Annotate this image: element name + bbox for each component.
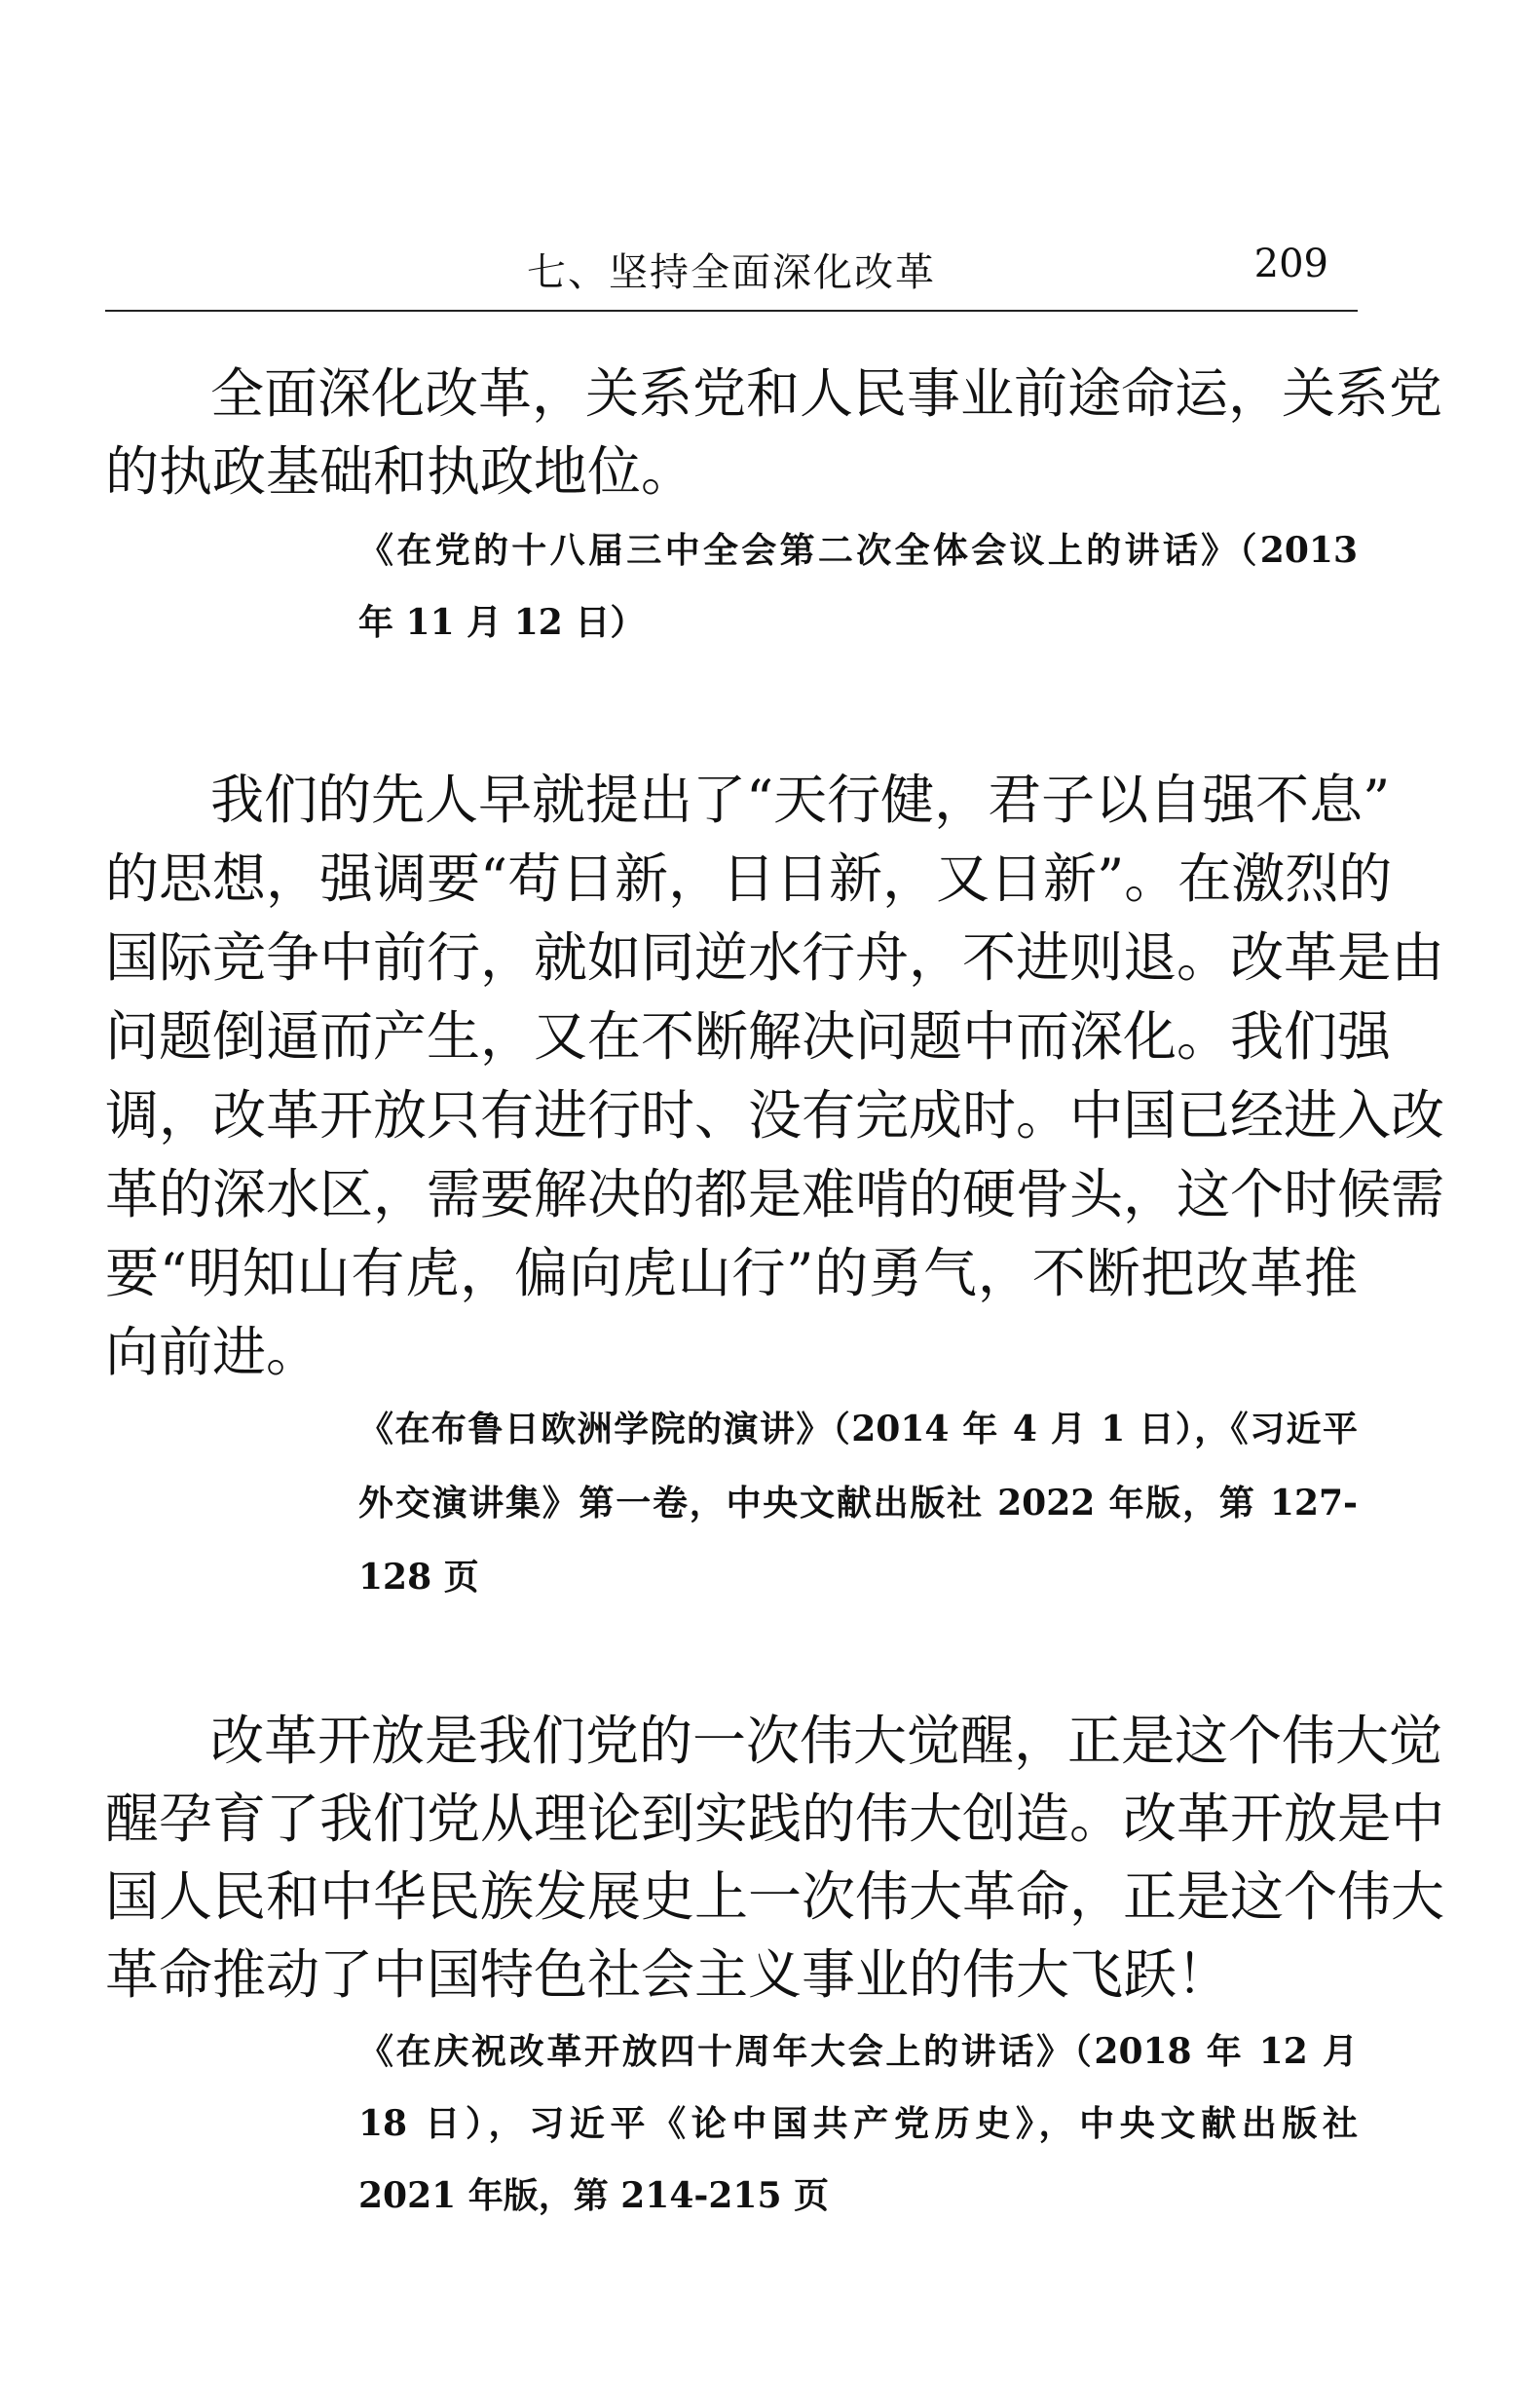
- quote-source-line: 年 11 月 12 日）: [358, 602, 646, 643]
- quote-text-line: 我们的先人早就提出了“天行健，君子以自强不息”: [210, 769, 1391, 831]
- quote-source-line: 18 日），习近平《论中国共产党历史》，中央文献出版社: [358, 2103, 1358, 2144]
- quote-text-line: 醒孕育了我们党从理论到实践的伟大创造。改革开放是中: [105, 1787, 1445, 1850]
- quote-text-line: 革命推动了中国特色社会主义事业的伟大飞跃！: [105, 1943, 1231, 2006]
- quote-source-line: 2021 年版，第 214-215 页: [358, 2175, 830, 2216]
- chapter-title: 七、坚持全面深化改革: [527, 250, 936, 295]
- quote-text-line: 国际竞争中前行，就如同逆水行舟，不进则退。改革是由: [105, 926, 1445, 989]
- page-number: 209: [1253, 242, 1328, 286]
- quote-source-line: 《在布鲁日欧洲学院的演讲》（2014 年 4 月 1 日），《习近平: [358, 1409, 1358, 1449]
- quote-text-line: 调，改革开放只有进行时、没有完成时。中国已经进入改: [105, 1084, 1445, 1147]
- quote-text-line: 问题倒逼而产生，又在不断解决问题中而深化。我们强: [105, 1005, 1392, 1068]
- quote-text-line: 向前进。: [105, 1321, 320, 1383]
- quote-source-line: 外交演讲集》第一卷，中央文献出版社 2022 年版，第 127-: [358, 1483, 1358, 1524]
- quote-text-line: 革的深水区，需要解决的都是难啃的硬骨头，这个时候需: [105, 1163, 1445, 1225]
- quote-text-line: 的执政基础和执政地位。: [105, 440, 695, 503]
- quote-source-line: 128 页: [358, 1557, 479, 1598]
- quote-text-line: 全面深化改革，关系党和人民事业前途命运，关系党: [210, 362, 1443, 425]
- running-header: [105, 234, 1358, 312]
- quote-text-line: 改革开放是我们党的一次伟大觉醒，正是这个伟大觉: [210, 1710, 1443, 1772]
- quote-source-line: 《在党的十八届三中全会第二次全体会议上的讲话》（2013: [358, 530, 1358, 571]
- quote-text-line: 的思想，强调要“苟日新，日日新，又日新”。在激烈的: [105, 847, 1393, 910]
- quote-source-line: 《在庆祝改革开放四十周年大会上的讲话》（2018 年 12 月: [358, 2031, 1358, 2072]
- quote-text-line: 要“明知山有虎，偏向虎山行”的勇气，不断把改革推: [105, 1242, 1358, 1304]
- quote-text-line: 国人民和中华民族发展史上一次伟大革命，正是这个伟大: [105, 1865, 1445, 1928]
